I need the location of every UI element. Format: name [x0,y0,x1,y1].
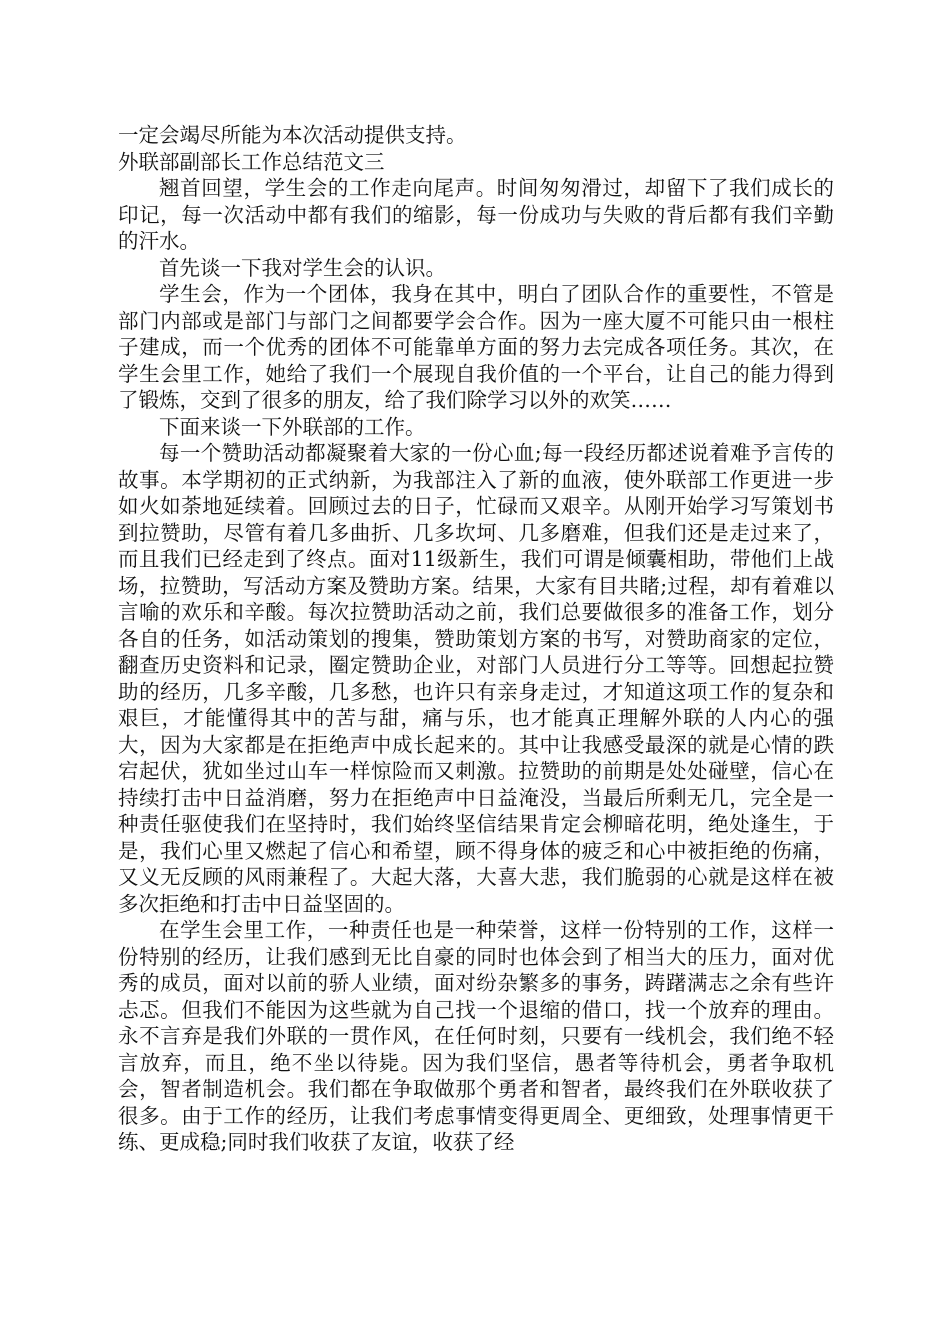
paragraph-understanding-heading: 首先谈一下我对学生会的认识。 [159,255,446,280]
continuation-text: 一定会竭尽所能为本次活动提供支持。 [118,123,467,147]
paragraph-responsibility: 在学生会里工作，一种责任也是一种荣誉，这样一份特别的工作，这样一份特别的经历，让我们感到无比自豪的同时也体会到了相当大的压力，面对优秀的成员，面对以前的骄人业绩，面对纷杂繁多的事务，踌躇满志之余有些许忐忑。但我们不能因为这些就为自己找一个退缩的借口，找一个放弃的理由。永不言弃是我们外联的一贯作风，在任何时刻，只要有一线机会，我们绝不轻言放弃，而且，绝不坐以待毙。因为我们坚信，愚者等待机会，勇者争取机会，智者制造机会。我们都在争取做那个勇者和智者，最终我们在外联收获了很多。由于工作的经历，让我们考虑事情变得更周全、更细致，处理事情更干练、更成稳;同时我们收获了友谊，收获了经 [118,918,834,1154]
paragraph-work-heading: 下面来谈一下外联部的工作。 [159,414,426,439]
document-title: 外联部副部长工作总结范文三 [118,149,385,174]
document-page [118,122,834,1156]
paragraph-intro: 翘首回望，学生会的工作走向尾声。时间匆匆滑过，却留下了我们成长的印记，每一次活动中都有我们的缩影，每一份成功与失败的背后都有我们辛勤的汗水。 [118,176,834,253]
paragraph-sponsorship: 每一个赞助活动都凝聚着大家的一份心血;每一段经历都述说着难予言传的故事。本学期初的正式纳新，为我部注入了新的血液，使外联部工作更进一步如火如荼地延续着。回顾过去的日子，忙碌而又艰辛。从刚开始学习写策划书到拉赞助，尽管有着几多曲折、几多坎坷、几多磨难，但我们还是走过来了，而且我们已经走到了终点。面对11级新生，我们可谓是倾囊相助，带他们上战场，拉赞助，写活动方案及赞助方案。结果，大家有目共睹;过程，却有着难以言喻的欢乐和辛酸。每次拉赞助活动之前，我们总要做很多的准备工作，划分各自的任务，如活动策划的搜集，赞助策划方案的书写，对赞助商家的定位，翻查历史资料和记录，圈定赞助企业，对部门人员进行分工等等。回想起拉赞助的经历，几多辛酸，几多愁，也许只有亲身走过，才知道这项工作的复杂和艰巨，才能懂得其中的苦与甜，痛与乐，也才能真正理解外联的人内心的强大，因为大家都是在拒绝声中成长起来的。其中让我感受最深的就是心情的跌宕起伏，犹如坐过山车一样惊险而又刺激。拉赞助的前期是处处碰壁，信心在持续打击中日益消磨，努力在拒绝声中日益淹没，当最后所剩无几，完全是一种责任驱使我们在坚持时，我们始终坚信结果肯定会柳暗花明，绝处逢生，于是，我们心里又燃起了信心和希望，顾不得身体的疲乏和心中被拒绝的伤痛，又义无反顾的风雨兼程了。大起大落，大喜大悲，我们脆弱的心就是这样在被多次拒绝和打击中日益坚固的。 [118,441,834,916]
paragraph-team: 学生会，作为一个团体，我身在其中，明白了团队合作的重要性，不管是部门内部或是部门与部门之间都要学会合作。因为一座大厦不可能只由一根柱子建成，而一个优秀的团体不可能靠单方面的努力去完成各项任务。其次，在学生会里工作，她给了我们一个展现自我价值的一个平台，让自己的能力得到了锻炼，交到了很多的朋友，给了我们除学习以外的欢笑…… [118,282,834,412]
